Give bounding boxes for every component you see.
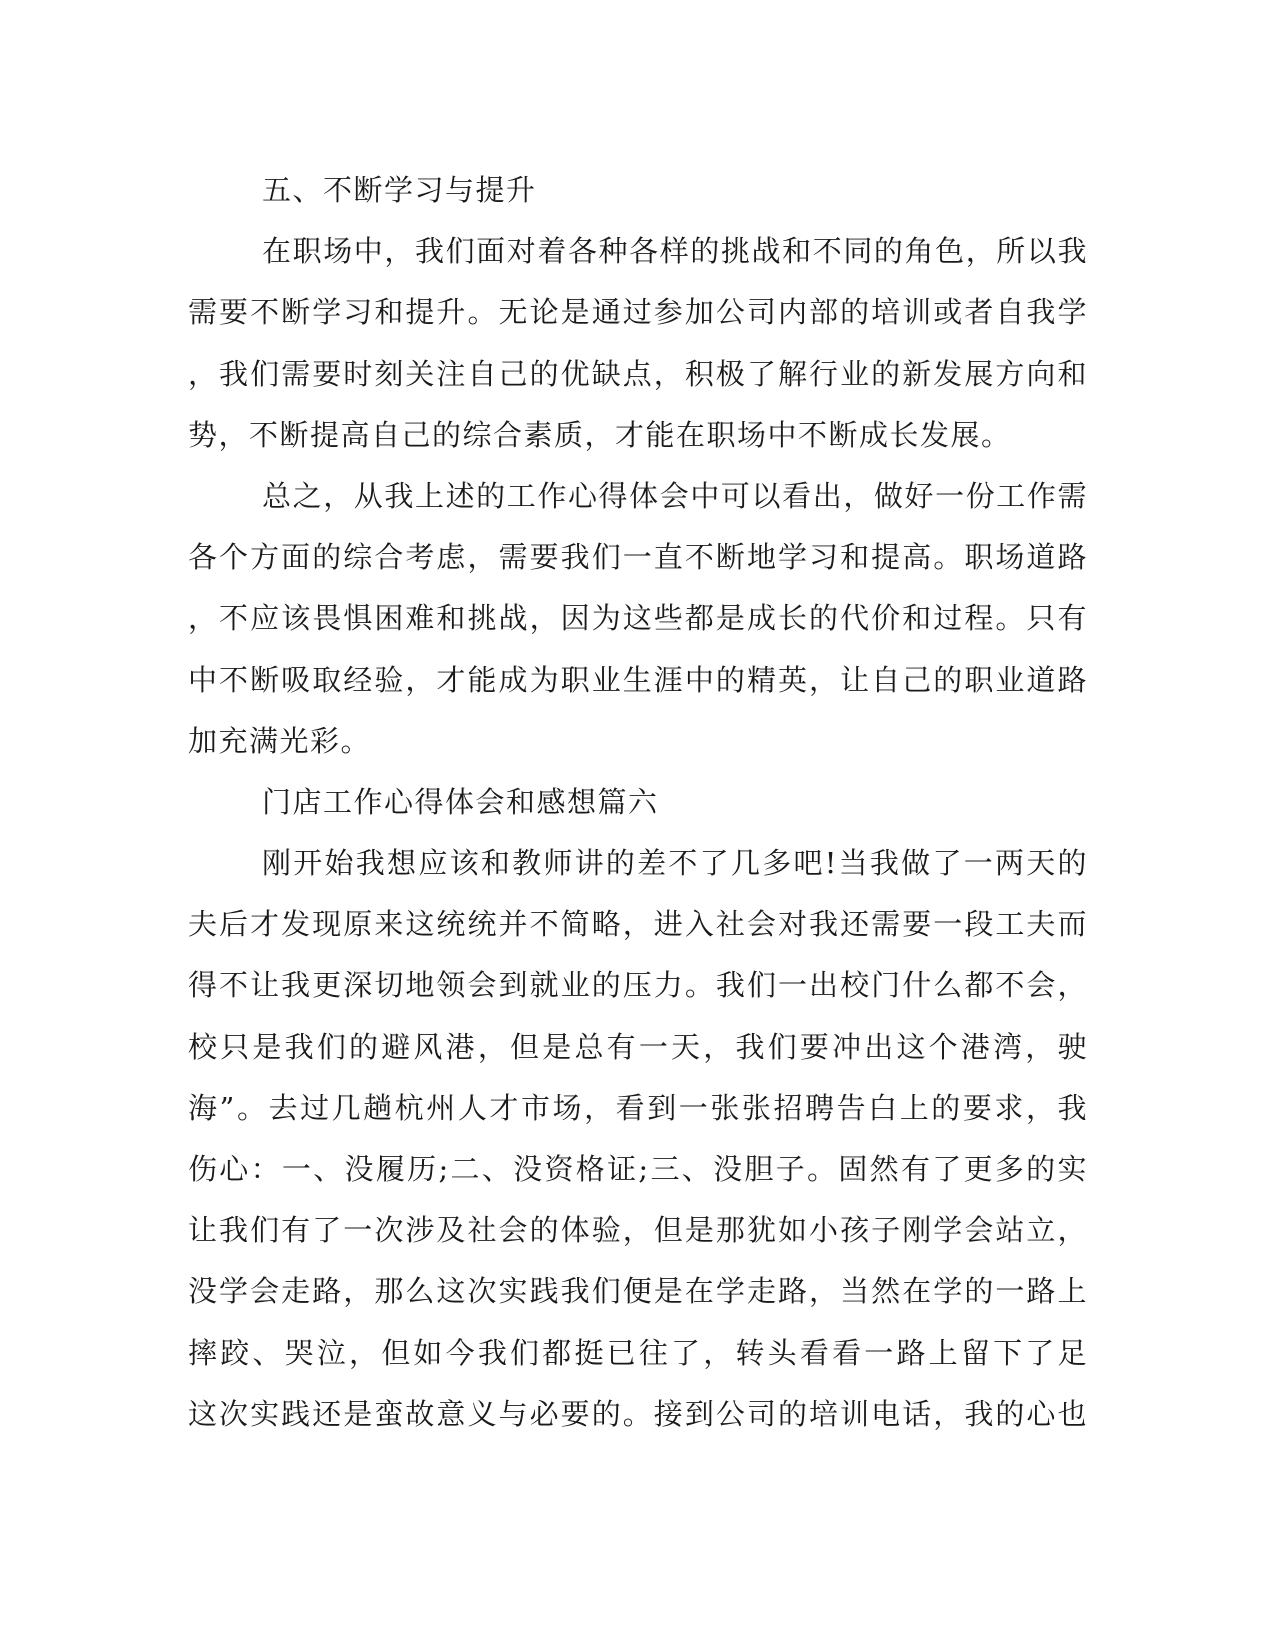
- text-line: 总之，从我上述的工作心得体会中可以看出，做好一份工作需: [262, 478, 1088, 513]
- text-line: 需要不断学习和提升。无论是通过参加公司内部的培训或者自我学: [188, 295, 1088, 330]
- text-line: 刚开始我想应该和教师讲的差不了几多吧!当我做了一两天的: [262, 846, 1088, 881]
- text-line: 摔跤、哭泣，但如今我们都挺已往了，转头看看一路上留下了足: [188, 1335, 1088, 1370]
- text-line: ，不应该畏惧困难和挑战，因为这些都是成长的代价和过程。只有: [188, 601, 1088, 636]
- text-line: 得不让我更深切地领会到就业的压力。我们一出校门什么都不会，: [188, 968, 1088, 1003]
- text-line: 没学会走路，那么这次实践我们便是在学走路，当然在学的一路上: [188, 1274, 1088, 1309]
- paragraph-internship: [188, 833, 1088, 1445]
- paragraph-learning: [188, 221, 1088, 466]
- document-body: [188, 160, 1088, 1445]
- text-line: 伤心：一、没履历;二、没资格证;三、没胆子。固然有了更多的实: [188, 1152, 1088, 1186]
- text-line: 各个方面的综合考虑，需要我们一直不断地学习和提高。职场道路: [188, 540, 1088, 575]
- text-line: 这次实践还是蛮故意义与必要的。接到公司的培训电话，我的心也: [188, 1396, 1088, 1431]
- text-line: 在职场中，我们面对着各种各样的挑战和不同的角色，所以我: [262, 234, 1088, 269]
- text-line: 海”。去过几趟杭州人才市场，看到一张张招聘告白上的要求，我: [188, 1090, 1088, 1125]
- paragraph-conclusion: [188, 466, 1088, 772]
- article-title: 门店工作心得体会和感想篇六: [262, 784, 659, 819]
- text-line: 校只是我们的避风港，但是总有一天，我们要冲出这个港湾，驶: [188, 1029, 1088, 1064]
- text-line: 中不断吸取经验，才能成为职业生涯中的精英，让自己的职业道路: [188, 662, 1088, 697]
- text-line: 夫后才发现原来这统统并不简略，进入社会对我还需要一段工夫而: [188, 907, 1088, 942]
- text-line: ，我们需要时刻关注自己的优缺点，积极了解行业的新发展方向和: [188, 356, 1088, 391]
- text-line: 让我们有了一次涉及社会的体验，但是那犹如小孩子刚学会站立，: [188, 1213, 1088, 1248]
- section-heading: 五、不断学习与提升: [262, 173, 537, 207]
- text-line: 势，不断提高自己的综合素质，才能在职场中不断成长发展。: [188, 417, 1012, 452]
- text-line: 加充满光彩。: [188, 723, 372, 758]
